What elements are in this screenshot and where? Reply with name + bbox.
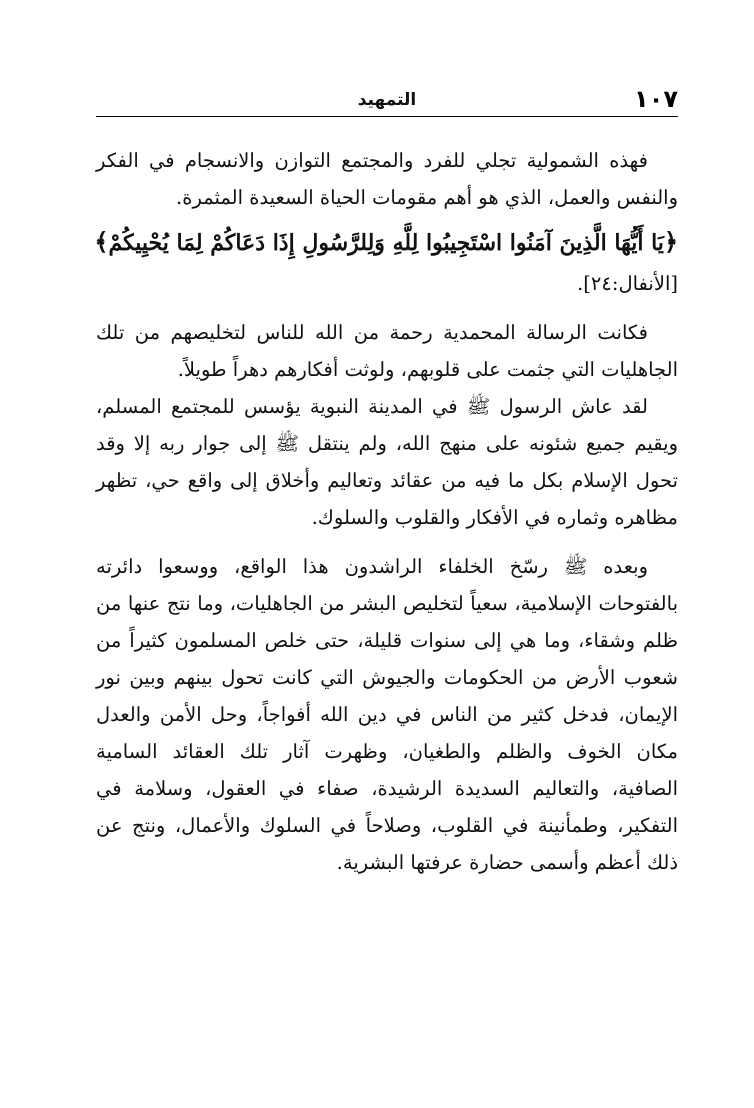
verse-citation: [الأنفال:٢٤]. [577, 272, 678, 295]
paragraph: فهذه الشمولية تجلي للفرد والمجتمع التوازن والانسجام في الفكر والنفس والعمل، الذي هو أهم مقومات الحياة السعيدة المثمرة. [96, 149, 678, 209]
paragraph: وبعده ﷺ رسّخ الخلفاء الراشدون هذا الواقع، ووسعوا دائرته بالفتوحات الإسلامية، سعياً لتخليص البشر من الجاهليات، وما نتج عنها من ظلم وشقاء، وما هي إلى سنوات قليلة، حتى خلص المسلمون كثيراً من شعوب الأرض من الحكومات والجيوش التي كانت تحول بينهم وبين نور الإيمان، فدخل كثير من الناس في دين الله أفواجاً، وحل الأمن والعدل مكان الخوف والظلم والطغيان، وظهرت آثار تلك العقائد السامية الصافية، والتعاليم السديدة الرشيدة، صفاء في العقول، وسلامة في التفكير، وطمأنينة في القلوب، وصلاحاً في السلوك والأعمال، ونتج عن ذلك أعظم وأسمى حضارة عرفتها البشرية. [96, 555, 678, 874]
body-text [96, 142, 678, 881]
verse-open-bracket: ﴿ [663, 227, 678, 256]
page-header [96, 78, 678, 118]
verse-text: يَا أَيُّهَا الَّذِينَ آمَنُوا اسْتَجِيبُوا لِلَّهِ وَلِلرَّسُولِ إِذَا دَعَاكُمْ لِمَا يُحْيِيكُمْ [108, 230, 664, 256]
verse-close-bracket: ﴾ [94, 227, 109, 256]
paragraph: فكانت الرسالة المحمدية رحمة من الله للناس لتخليصهم من تلك الجاهليات التي جثمت على قلوبهم، ولوثت أفكارهم دهراً طويلاً. [96, 321, 678, 381]
quran-verse [96, 220, 678, 265]
paragraph: لقد عاش الرسول ﷺ في المدينة النبوية يؤسس للمجتمع المسلم، ويقيم جميع شئونه على منهج الله، ولم ينتقل ﷺ إلى جوار ربه إلا وقد تحول الإسلام بكل ما فيه من عقائد وتعاليم وأخلاق إلى واقع حي، تظهر مظاهره وثماره في الأفكار والقلوب والسلوك. [96, 395, 678, 529]
running-head: التمهيد [357, 90, 417, 110]
page-number: ١٠٧ [634, 85, 678, 113]
header-rule [96, 116, 678, 117]
